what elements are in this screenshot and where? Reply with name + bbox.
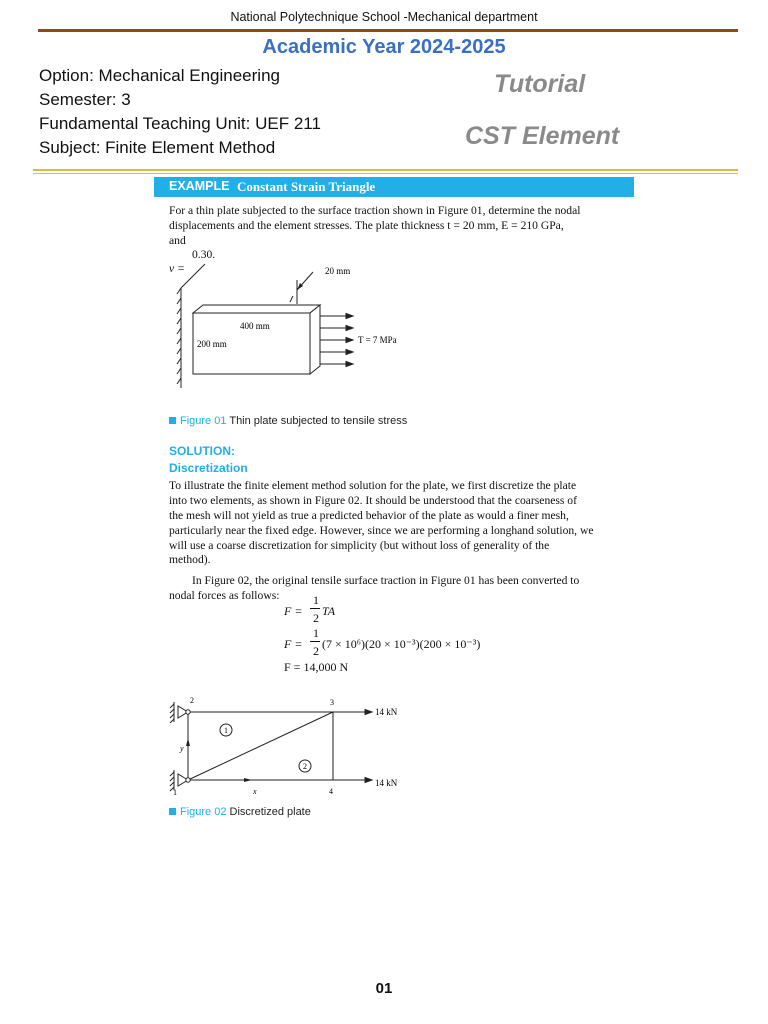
solution-para-line-3: the mesh will not yield as true a predicted behavior of the plate as would a finer mesh,	[169, 509, 569, 522]
figure-02-caption-text: Discretized plate	[229, 806, 311, 818]
eq1-rhs: TA	[322, 604, 336, 618]
node-1-label: 1	[173, 788, 177, 797]
poisson-symbol: ν =	[169, 262, 185, 275]
semester-line: Semester: 3	[39, 90, 131, 109]
school-header: National Polytechnique School -Mechanical department	[230, 10, 538, 24]
eq2-denominator: 2	[313, 644, 319, 658]
option-line: Option: Mechanical Engineering	[39, 66, 280, 85]
eq1-numerator: 1	[313, 593, 319, 607]
gold-divider	[33, 169, 738, 171]
example-title: Constant Strain Triangle	[237, 179, 376, 194]
eq2-numerator: 1	[313, 626, 319, 640]
para2-line-1: In Figure 02, the original tensile surface traction in Figure 01 has been converted to	[192, 574, 580, 587]
caption-marker	[169, 417, 176, 424]
force-top-label: 14 kN	[375, 707, 398, 717]
element-2-label: 2	[303, 762, 307, 771]
solution-para-line-1: To illustrate the finite element method solution for the plate, we first discretize the plate	[169, 479, 577, 492]
page-number: 01	[375, 980, 393, 997]
figure-01-diagram	[165, 258, 465, 413]
para2-line-2: nodal forces as follows:	[169, 589, 280, 602]
solution-para-line-6: method).	[169, 553, 211, 566]
solution-para-line-5: will use a coarse discretization for simplicity (but without loss of generality of the	[169, 539, 550, 552]
solution-para-line-2: into two elements, as shown in Figure 02. It should be understood that the coarseness of	[169, 494, 577, 507]
problem-line-3: and	[169, 234, 186, 247]
figure-02-diagram	[160, 690, 420, 805]
thickness-label: 20 mm	[325, 266, 351, 276]
solution-heading: SOLUTION:	[169, 444, 235, 458]
node-4-label: 4	[329, 787, 333, 796]
axis-y-label: y	[180, 744, 184, 753]
eq2-fraction-bar	[310, 641, 320, 642]
problem-line-1: For a thin plate subjected to the surface traction shown in Figure 01, determine the nodal	[169, 204, 581, 217]
tutorial-tag: Tutorial	[494, 70, 586, 98]
node-3-label: 3	[330, 698, 334, 707]
poisson-value: 0.30.	[192, 248, 216, 261]
figure-02-ref: Figure 02	[180, 806, 227, 818]
figure-02-caption	[169, 806, 311, 818]
eq1-denominator: 2	[313, 611, 319, 625]
figure-01-caption-text: Thin plate subjected to tensile stress	[229, 415, 408, 427]
discretization-heading: Discretization	[169, 461, 248, 475]
node-2-label: 2	[190, 696, 194, 705]
eq2-rhs: (7 × 10⁶)(20 × 10⁻³)(200 × 10⁻³)	[322, 637, 481, 651]
traction-label: T = 7 MPa	[358, 335, 397, 345]
cst-element-tag: CST Element	[465, 122, 620, 150]
example-label: EXAMPLE	[169, 179, 230, 193]
eq1-fraction-bar	[310, 608, 320, 609]
gold-divider-thin	[33, 173, 738, 174]
mesh	[188, 712, 333, 780]
axis-x-label: x	[253, 787, 257, 796]
support-top	[170, 702, 190, 723]
academic-year: Academic Year 2024-2025	[262, 36, 506, 58]
eq2-lhs: F =	[284, 637, 303, 651]
caption-marker	[169, 808, 176, 815]
element-1-label: 1	[224, 726, 228, 735]
teaching-unit-line: Fundamental Teaching Unit: UEF 211	[39, 114, 321, 133]
figure-01-caption	[169, 415, 407, 427]
height-label: 200 mm	[197, 339, 227, 349]
length-label: 400 mm	[240, 321, 270, 331]
force-bottom-label: 14 kN	[375, 778, 398, 788]
header-divider	[38, 29, 738, 32]
traction-arrows	[320, 314, 353, 367]
figure-01-ref: Figure 01	[180, 415, 227, 427]
force-arrows	[333, 710, 372, 783]
solution-para-line-4: particularly near the fixed edge. However, since we are performing a longhand solution, we	[169, 524, 594, 537]
eq1-lhs: F =	[284, 604, 303, 618]
problem-line-2: displacements and the element stresses. The plate thickness t = 20 mm, E = 210 GPa,	[169, 219, 564, 232]
eq3: F = 14,000 N	[284, 660, 349, 674]
subject-line: Subject: Finite Element Method	[39, 138, 276, 157]
